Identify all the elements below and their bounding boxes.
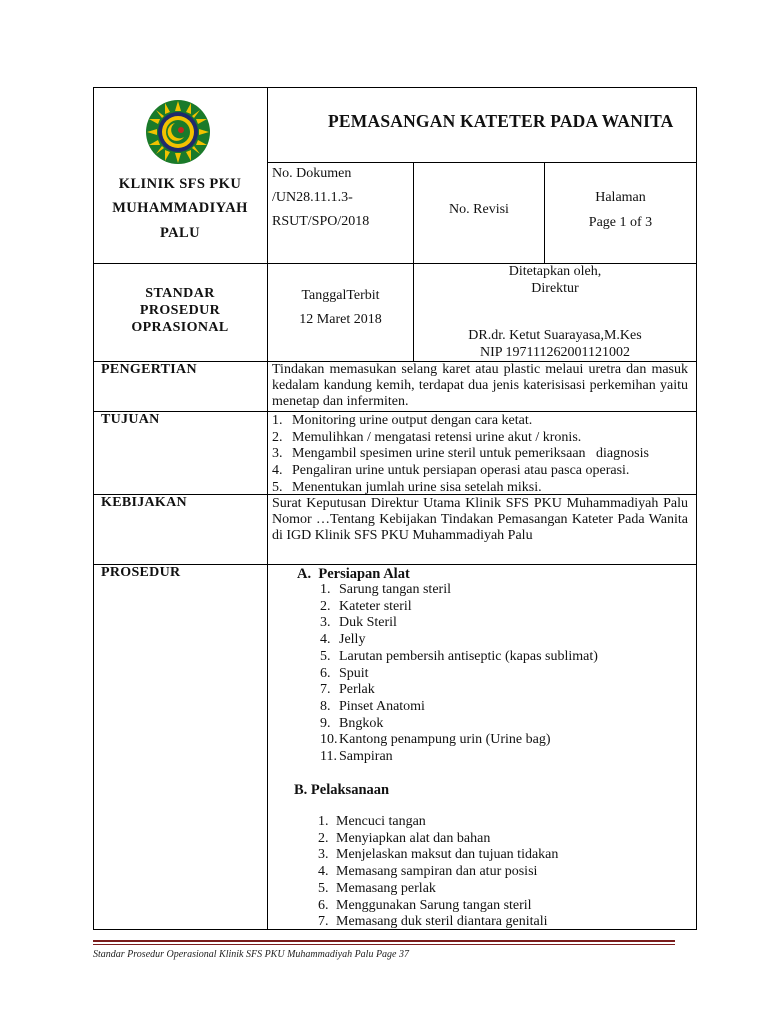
clinic-name-line-2: MUHAMMADIYAH (112, 200, 248, 216)
issue-date-value: 12 Maret 2018 (299, 312, 382, 327)
pelaksanaan-list (318, 814, 558, 931)
list-item: 3. Mengambil spesimen urine steril untuk pemeriksaan diagnosis (272, 446, 649, 462)
list-item: 6. Menggunakan Sarung tangan steril (318, 897, 532, 913)
list-item: 8. Pinset Anatomi (320, 698, 425, 714)
list-item: 6. Spuit (320, 665, 369, 681)
page-value: Page 1 of 3 (588, 215, 653, 230)
pelaksanaan-heading: B. Pelaksanaan (294, 782, 390, 798)
list-item: 2. Memulihkan / mengatasi retensi urine akut / kronis. (272, 429, 582, 445)
document-number-label: No. Dokumen (272, 166, 352, 181)
document-number-value-2: RSUT/SPO/2018 (272, 214, 370, 229)
list-item: 5. Memasang perlak (318, 880, 436, 896)
clinic-name-line-3: PALU (160, 225, 200, 241)
persiapan-alat-list (320, 582, 598, 766)
clinic-logo-icon (145, 99, 211, 165)
tujuan-list (272, 413, 649, 497)
kebijakan-text: Surat Keputusan Direktur Utama Klinik SFS PKU Muhammadiyah Palu Nomor …Tentang Kebijakan Tindakan Pemasangan Kateter Pada Wanita di IGD Klinik SFS PKU Muhammadiyah Palu (272, 496, 688, 543)
page-label: Halaman (595, 190, 646, 205)
director-nip: NIP 197111262001121002 (480, 345, 630, 360)
list-item: 7. Memasang duk steril diantara genitali (318, 914, 548, 930)
list-item: 11. Sampiran (320, 749, 393, 765)
pengertian-text: Tindakan memasukan selang karet atau plastic melaui uretra dan masuk kedalam kandung kemih, terdapat dua jenis katerisisasi perkemihan yaitu menetap dan infermiten. (272, 362, 688, 409)
list-item: 10. Kantong penampung urin (Urine bag) (320, 732, 551, 748)
document-number-value-1: /UN28.11.1.3- (272, 190, 353, 205)
list-item: 2. Menyiapkan alat dan bahan (318, 830, 491, 846)
list-item: 2. Kateter steril (320, 598, 412, 614)
approved-by-label: Ditetapkan oleh, (508, 264, 602, 279)
tujuan-label: TUJUAN (101, 412, 160, 427)
list-item: 5. Menentukan jumlah urine sisa setelah miksi. (272, 479, 542, 495)
revision-label: No. Revisi (449, 202, 509, 217)
list-item: 4. Jelly (320, 632, 366, 648)
list-item: 3. Duk Steril (320, 615, 397, 631)
sop-label-line-2: PROSEDUR (139, 303, 221, 318)
list-item: 5. Larutan pembersih antiseptic (kapas sublimat) (320, 648, 598, 664)
list-item: 4. Memasang sampiran dan atur posisi (318, 864, 538, 880)
list-item: 1. Mencuci tangan (318, 814, 426, 829)
list-item: 1. Sarung tangan steril (320, 582, 451, 597)
issue-date-label: TanggalTerbit (301, 288, 380, 303)
sop-label-line-3: OPRASIONAL (131, 320, 229, 335)
kebijakan-label: KEBIJAKAN (101, 495, 187, 510)
clinic-name-line-1: KLINIK SFS PKU (118, 176, 242, 192)
list-item: 3. Menjelaskan maksut dan tujuan tidakan (318, 847, 559, 863)
footer-text: Standar Prosedur Operasional Klinik SFS PKU Muhammadiyah Palu Page 37 (93, 949, 409, 960)
approved-role: Direktur (531, 281, 579, 296)
list-item: 7. Perlak (320, 682, 375, 698)
persiapan-alat-heading: A. Persiapan Alat (297, 566, 410, 582)
list-item: 9. Bngkok (320, 715, 384, 731)
director-name: DR.dr. Ketut Suarayasa,M.Kes (468, 328, 642, 343)
pengertian-label: PENGERTIAN (101, 362, 197, 377)
list-item: 4. Pengaliran urine untuk persiapan operasi atau pasca operasi. (272, 463, 630, 479)
list-item: 1. Monitoring urine output dengan cara ketat. (272, 413, 533, 428)
prosedur-label: PROSEDUR (101, 565, 181, 580)
document-title: PEMASANGAN KATETER PADA WANITA (328, 111, 674, 131)
sop-label-line-1: STANDAR (145, 286, 215, 301)
